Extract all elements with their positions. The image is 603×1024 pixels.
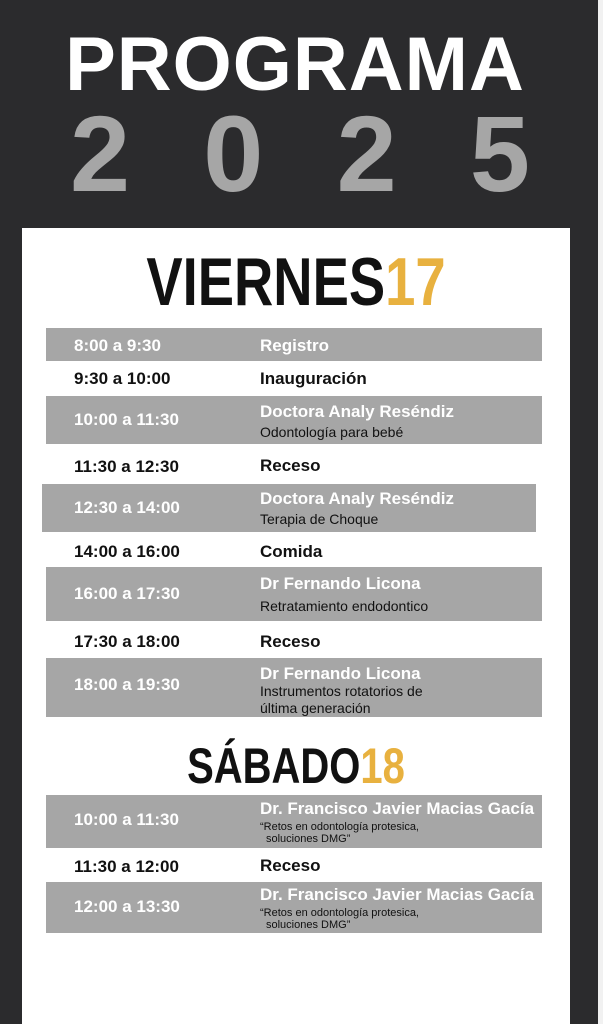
row-label: Receso: [260, 632, 321, 651]
schedule-row: [46, 328, 542, 361]
schedule-row: [46, 537, 542, 565]
year-digit: 5: [469, 93, 530, 214]
row-label: Dr. Francisco Javier Macias Gacía: [260, 799, 535, 818]
row-time: 9:30 a 10:00: [74, 369, 171, 388]
day-heading-sabado: [77, 736, 515, 796]
row-subtitle: Odontología para bebé: [260, 424, 404, 440]
row-time: 17:30 a 18:00: [74, 632, 180, 651]
year-digit: 2: [70, 93, 131, 214]
day-number: 17: [385, 244, 446, 320]
schedule-panel: [22, 228, 570, 1024]
schedule-row: [42, 484, 536, 532]
row-label: Dr Fernando Licona: [260, 664, 421, 683]
row-time: 11:30 a 12:30: [74, 457, 179, 476]
row-label: Inauguración: [260, 369, 367, 388]
schedule-row: [46, 396, 542, 444]
program-title: PROGRAMA: [65, 22, 525, 107]
row-label: Receso: [260, 856, 321, 875]
row-subtitle: soluciones DMG”: [266, 833, 351, 845]
day-number: 18: [360, 738, 405, 794]
row-time: 18:00 a 19:30: [74, 675, 180, 694]
row-time: 12:30 a 14:00: [74, 498, 180, 517]
row-subtitle: Terapia de Choque: [260, 511, 379, 527]
row-subtitle: soluciones DMG”: [266, 919, 351, 931]
row-time: 10:00 a 11:30: [74, 410, 179, 429]
schedule-row: [46, 451, 542, 479]
row-subtitle: “Retos en odontología protesica,: [260, 821, 419, 833]
row-time: 8:00 a 9:30: [74, 336, 161, 355]
row-time: 14:00 a 16:00: [74, 542, 180, 561]
day-heading-viernes: [77, 242, 515, 322]
row-label: Dr Fernando Licona: [260, 574, 421, 593]
row-time: 11:30 a 12:00: [74, 857, 179, 876]
row-time: 12:00 a 13:30: [74, 897, 180, 916]
row-label: Dr. Francisco Javier Macias Gacía: [260, 885, 535, 904]
schedule-row: [46, 365, 542, 393]
year-digit: 2: [336, 93, 397, 214]
row-label: Doctora Analy Reséndiz: [260, 489, 454, 508]
day-name: VIERNES: [146, 244, 386, 320]
row-label: Receso: [260, 456, 321, 475]
row-label: Comida: [260, 542, 323, 561]
row-subtitle: Instrumentos rotatorios de: [260, 683, 423, 699]
schedule-row: [46, 853, 542, 881]
schedule-row: [46, 658, 542, 717]
year-digit: 0: [203, 93, 264, 214]
row-subtitle: última generación: [260, 700, 371, 716]
day-name: SÁBADO: [187, 738, 361, 794]
row-subtitle: Retratamiento endodontico: [260, 598, 429, 614]
row-time: 10:00 a 11:30: [74, 810, 179, 829]
row-time: 16:00 a 17:30: [74, 584, 180, 603]
right-edge-strip: [598, 0, 603, 1024]
row-subtitle: “Retos en odontología protesica,: [260, 907, 419, 919]
program-year: [70, 93, 530, 214]
schedule-row: [46, 567, 542, 621]
row-label: Doctora Analy Reséndiz: [260, 402, 454, 421]
schedule-row: [46, 795, 542, 848]
row-label: Registro: [260, 336, 329, 355]
schedule-row: [46, 882, 542, 933]
schedule-row: [46, 628, 542, 656]
